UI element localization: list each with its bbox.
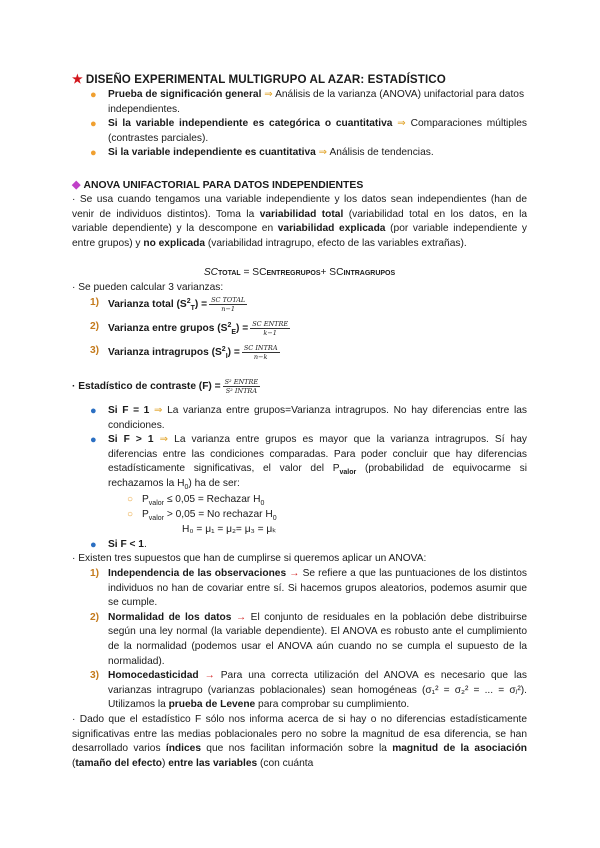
right-arrow-icon: ⇒ (318, 147, 328, 159)
section1-title: DISEÑO EXPERIMENTAL MULTIGRUPO AL AZAR: ESTADÍSTICO (85, 73, 446, 86)
list-item: ● Si la variable independiente es cuantitativa ⇒ Análisis de tendencias. (90, 147, 434, 160)
supuestos-intro: · Existen tres supuestos que han de cumplirse si queremos aplicar un ANOVA: (72, 553, 427, 564)
right-arrow-icon: ⇒ (264, 89, 273, 100)
sc-formula: SCTOTAL = SCENTREGRUPOS+ SCINTRAGRUPOS (203, 267, 396, 278)
fraction: $\frac{\text{SC INTRA}}{n-k}$ (243, 344, 278, 361)
list-item: ● Prueba de significación general ⇒ Análisis de la varianza (ANOVA) unifactorial para datos independientes. (90, 89, 525, 115)
list-item: ○ $P_{valor} > 0,05 = No$ rechazar $H_0$ (127, 508, 277, 522)
fraction: $\frac{\text{S² ENTRE}}{\text{S² INTRA}}$ (224, 378, 259, 395)
star-icon: ★ (72, 72, 83, 86)
list-item: 2) Normalidad de los datos → El conjunto de residuales en la población debe distribuirse según una ley normal (la variable dependiente). El ANOVA es robusto ante el cumplimiento de la normalidad (podemos usar el ANOVA aún cuando no se cumpla el supuesto de la normalidad). (90, 611, 527, 667)
supuestos-list (72, 567, 527, 713)
fraction: $\frac{\text{SC TOTAL}}{n-1}$ (211, 296, 246, 313)
list-item: 1) Independencia de las observaciones → Se refiere a que las puntuaciones de los distintos individuos no han de covariar entre sí. Si hacemos grupos aleatorios, podemos asumir que se cumple. (90, 568, 527, 609)
list-item: 2) Varianza entre grupos $(S^2_E)$ = $\frac{\text{SC ENTRE}}{k-1}$ (90, 320, 289, 337)
bullet-icon: ● (90, 118, 97, 131)
bullet-icon: ● (90, 147, 97, 160)
list-item: ● Si F > 1 ⇒ La varianza entre grupos es mayor que la varianza intragrupos. Sí hay diferencias entre las condiciones comparadas. Para poder concluir que hay diferencias estadísticamente significativas, el valor del $P_{valor}$ (probabilidad de equivocarme si rechazamos la $H_0$) ha de ser: (90, 434, 527, 491)
circle-bullet-icon: ○ (127, 508, 134, 520)
varianzas-intro: · Se pueden calcular 3 varianzas: (72, 282, 224, 293)
varianzas-list (72, 296, 527, 368)
circle-bullet-icon: ○ (127, 494, 134, 505)
right-arrow-icon: ⇒ (159, 434, 169, 446)
f-case-3 (72, 538, 527, 553)
final-paragraph: · Dado que el estadístico F sólo nos informa acerca de si hay o no diferencias estadísticamente significativas entre las medias poblacionales pero no sobre la magnitud de esa diferencia, se han desarrollado varios índices que nos facilitan información sobre la magnitud de la asociación (tamaño del efecto) entre las variables (con cuánta (72, 714, 528, 769)
bullet-icon: ● (90, 539, 97, 551)
section2-title-row (72, 178, 527, 194)
bullet-icon: ● (90, 405, 97, 417)
list-item: ● Si F < 1. (90, 539, 147, 551)
right-arrow-icon: → (289, 568, 300, 579)
right-arrow-icon: ⇒ (397, 118, 406, 130)
list-item: ● Si F = 1 ⇒ La varianza entre grupos=Varianza intragrupos. No hay diferencias entre las condiciones. (90, 405, 527, 431)
bullet-icon: ● (90, 434, 97, 447)
list-item: 3) Varianza intragrupos $(S^2_I)$ = $\frac{\text{SC INTRA}}{n-k}$ (90, 344, 278, 361)
list-item: ○ $P_{valor} \le 0,05$ = Rechazar $H_0$ (127, 494, 265, 508)
section1-bullets (72, 88, 527, 161)
p-value-sublist (72, 493, 527, 522)
list-item: 3) Homocedasticidad → Para una correcta utilización del ANOVA es necesario que las varianzas intragrupo (varianzas poblacionales) sean homogéneas (σ₁² = σ₂² = ... = σⱼ²). Utilizamos la prueba de Levene para comprobar su cumplimiento. (90, 670, 527, 711)
right-arrow-icon: → (204, 670, 215, 682)
list-item: ● Si la variable independiente es categórica o cuantitativa ⇒ Comparaciones múltiples (contrastes parciales). (90, 118, 527, 144)
h0-line: H₀ = μ₁ = μ₂= μ₃ = μₖ (182, 524, 277, 535)
bullet-icon: ● (90, 89, 97, 101)
fraction: $\frac{\text{SC ENTRE}}{k-1}$ (252, 320, 289, 337)
section2-intro: · Se usa cuando tengamos una variable independiente y los datos sean independientes (han de venir de individuos distintos). Toma la variabilidad total (variabilidad total en los datos, en la variable dependiente) y la descompone en variabilidad explicada (por variable independiente y entre grupos) y no explicada (variabilidad intragrupo, efecto de las variables extrañas). (72, 194, 528, 249)
diamond-icon: ◆ (72, 179, 81, 191)
section1-title-row (72, 72, 527, 88)
f-cases (72, 404, 527, 492)
list-item: 1) Varianza total $(S^2_T)$ = $\frac{\text{SC TOTAL}}{n-1}$ (90, 296, 246, 313)
right-arrow-icon: ⇒ (153, 405, 163, 416)
section2-title: ANOVA UNIFACTORIAL PARA DATOS INDEPENDIENTES (83, 180, 364, 191)
contraste-row: · Estadístico de contraste (F) = $\frac{\text{S² ENTRE}}{\text{S² INTRA}}$ (72, 378, 259, 395)
right-arrow-icon: → (235, 611, 247, 623)
